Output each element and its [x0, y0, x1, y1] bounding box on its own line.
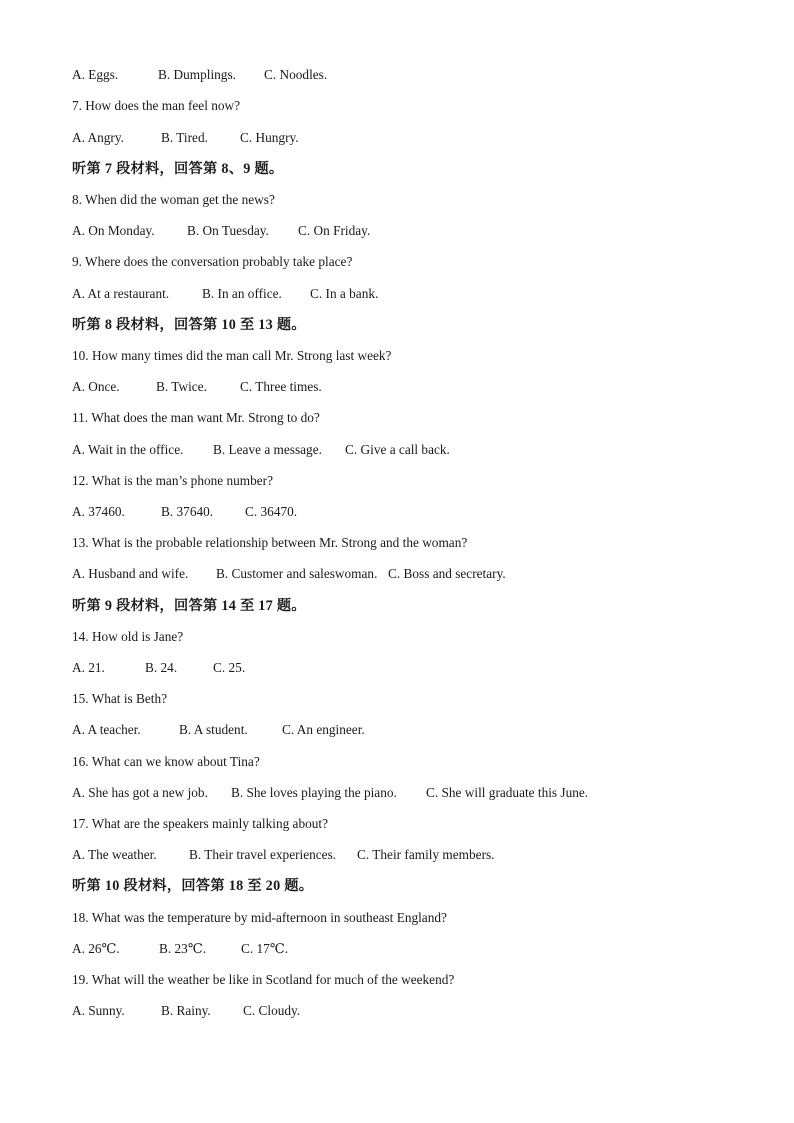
question-18: 18. What was the temperature by mid-afternoon in southeast England? [72, 910, 447, 925]
option-a: A. She has got a new job. [72, 785, 208, 800]
option-a: A. On Monday. [72, 223, 155, 238]
options-row [72, 378, 322, 396]
options-row [72, 66, 327, 84]
option-a: A. Once. [72, 379, 120, 394]
section-heading-8: 听第 8 段材料，回答第 10 至 13 题。 [72, 317, 306, 333]
option-a: A. 37460. [72, 504, 125, 519]
option-a: A. Wait in the office. [72, 442, 184, 457]
question-14: 14. How old is Jane? [72, 629, 184, 644]
options-row [72, 441, 450, 459]
options-row [72, 1002, 300, 1020]
question-7: 7. How does the man feel now? [72, 98, 241, 113]
option-c: C. Give a call back. [345, 442, 450, 457]
option-b: B. 24. [145, 660, 178, 675]
options-row [72, 784, 588, 802]
option-c: C. In a bank. [310, 286, 379, 301]
option-b: B. She loves playing the piano. [231, 785, 397, 800]
option-c: C. 25. [213, 660, 246, 675]
options-row [72, 565, 506, 583]
option-a: A. Angry. [72, 130, 124, 145]
option-b: B. A student. [179, 722, 248, 737]
option-c: C. On Friday. [298, 223, 371, 238]
options-row [72, 503, 297, 521]
option-c: C. Hungry. [240, 130, 299, 145]
option-c: C. Cloudy. [243, 1003, 301, 1018]
section-heading-9: 听第 9 段材料，回答第 14 至 17 题。 [72, 598, 306, 614]
question-17: 17. What are the speakers mainly talking about? [72, 816, 329, 831]
option-a: A. Husband and wife. [72, 566, 189, 581]
question-15: 15. What is Beth? [72, 691, 168, 706]
option-b: B. On Tuesday. [187, 223, 269, 238]
option-c: C. Boss and secretary. [388, 566, 506, 581]
section-heading-7: 听第 7 段材料，回答第 8、9 题。 [72, 161, 284, 177]
option-a: A. At a restaurant. [72, 286, 170, 301]
option-a: A. Sunny. [72, 1003, 125, 1018]
option-a: A. A teacher. [72, 722, 141, 737]
option-c: C. 17℃. [241, 941, 289, 956]
option-b: B. Customer and saleswoman. [216, 566, 378, 581]
question-9: 9. Where does the conversation probably take place? [72, 254, 353, 269]
option-b: B. In an office. [202, 286, 282, 301]
question-12: 12. What is the man’s phone number? [72, 473, 274, 488]
option-b: B. Dumplings. [158, 67, 236, 82]
option-c: C. 36470. [245, 504, 298, 519]
option-a: A. The weather. [72, 847, 157, 862]
option-b: B. 37640. [161, 504, 214, 519]
option-b: B. Their travel experiences. [189, 847, 337, 862]
option-b: B. Leave a message. [213, 442, 322, 457]
option-a: A. 26℃. [72, 941, 120, 956]
option-c: C. An engineer. [282, 722, 365, 737]
question-11: 11. What does the man want Mr. Strong to do? [72, 410, 320, 425]
options-row [72, 721, 365, 739]
option-b: B. 23℃. [159, 941, 207, 956]
option-c: C. Noodles. [264, 67, 328, 82]
section-heading-10: 听第 10 段材料，回答第 18 至 20 题。 [72, 878, 314, 894]
option-b: B. Rainy. [161, 1003, 211, 1018]
options-row [72, 659, 245, 677]
option-c: C. She will graduate this June. [426, 785, 589, 800]
question-8: 8. When did the woman get the news? [72, 192, 275, 207]
option-a: A. Eggs. [72, 67, 119, 82]
option-b: B. Tired. [161, 130, 208, 145]
options-row [72, 285, 378, 303]
question-16: 16. What can we know about Tina? [72, 754, 260, 769]
options-row [72, 129, 299, 147]
question-19: 19. What will the weather be like in Scotland for much of the weekend? [72, 972, 455, 987]
question-10: 10. How many times did the man call Mr. Strong last week? [72, 348, 392, 363]
option-a: A. 21. [72, 660, 105, 675]
question-13: 13. What is the probable relationship between Mr. Strong and the woman? [72, 535, 468, 550]
options-row [72, 846, 495, 864]
option-b: B. Twice. [156, 379, 207, 394]
options-row [72, 940, 288, 958]
option-c: C. Their family members. [357, 847, 495, 862]
options-row [72, 222, 370, 240]
option-c: C. Three times. [240, 379, 322, 394]
